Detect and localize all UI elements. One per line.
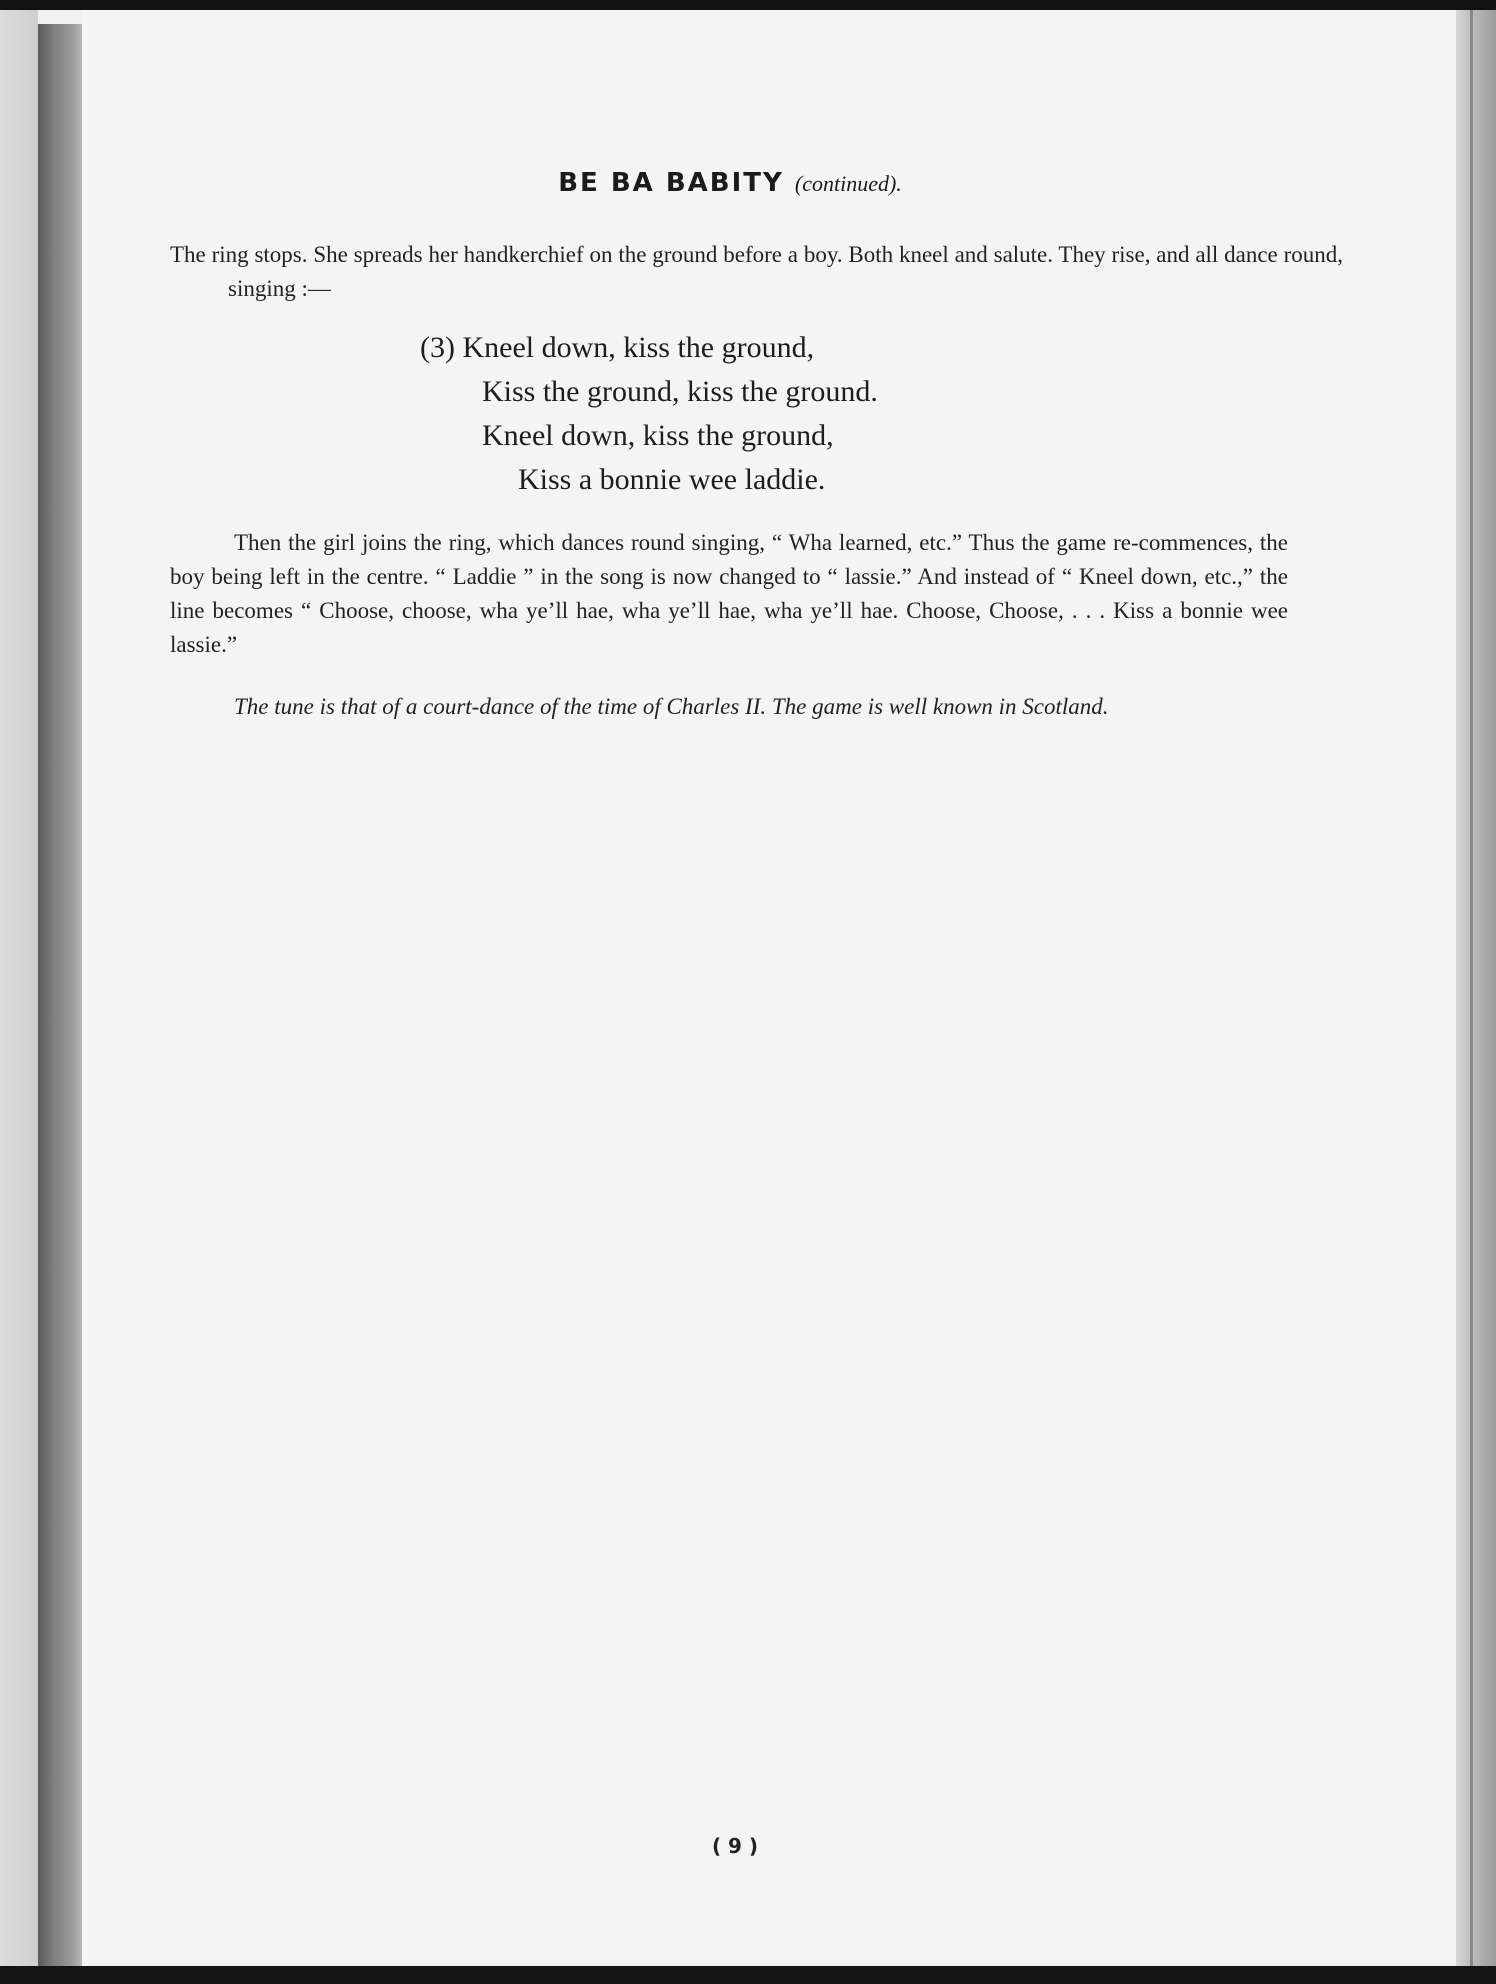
book-spine-shadow bbox=[38, 24, 82, 1968]
bottom-border bbox=[0, 1966, 1496, 1984]
top-border bbox=[0, 0, 1496, 10]
right-page-edge bbox=[1456, 10, 1496, 1966]
paragraph-game-continues: Then the girl joins the ring, which dances round singing, “ Wha learned, etc.” Thus the game re-commences, the boy being left in the centre. “ Laddie ” in the song is now changed to “ lassie.” And instead of “ Kneel down, etc.,” the line becomes “ Choose, choose, wha ye’ll hae, wha ye’ll hae, wha ye’ll hae. Choose, Choose, . . . Kiss a bonnie wee lassie.” bbox=[170, 530, 1288, 657]
page-number: ( 9 ) bbox=[711, 1834, 759, 1858]
verse-line-2: Kiss the ground, kiss the ground. bbox=[482, 375, 878, 408]
page-heading bbox=[170, 168, 1290, 198]
heading-continued: (continued). bbox=[794, 171, 902, 196]
right-edge-line bbox=[1470, 10, 1473, 1966]
verse-line-4: Kiss a bonnie wee laddie. bbox=[518, 463, 826, 496]
paragraph-tune-note: The tune is that of a court-dance of the time of Charles II. The game is well known in Scotland. bbox=[234, 694, 1109, 719]
verse-line-1: (3) Kneel down, kiss the ground, bbox=[420, 331, 815, 364]
paragraph-instructions: The ring stops. She spreads her handkerchief on the ground before a boy. Both kneel and salute. They rise, and all dance round, singing :— bbox=[170, 242, 1343, 301]
verse-line-3: Kneel down, kiss the ground, bbox=[482, 419, 834, 452]
song-verse bbox=[420, 326, 1120, 502]
heading-title: BE BA BABITY bbox=[558, 168, 784, 198]
left-margin-edge bbox=[0, 10, 38, 1966]
